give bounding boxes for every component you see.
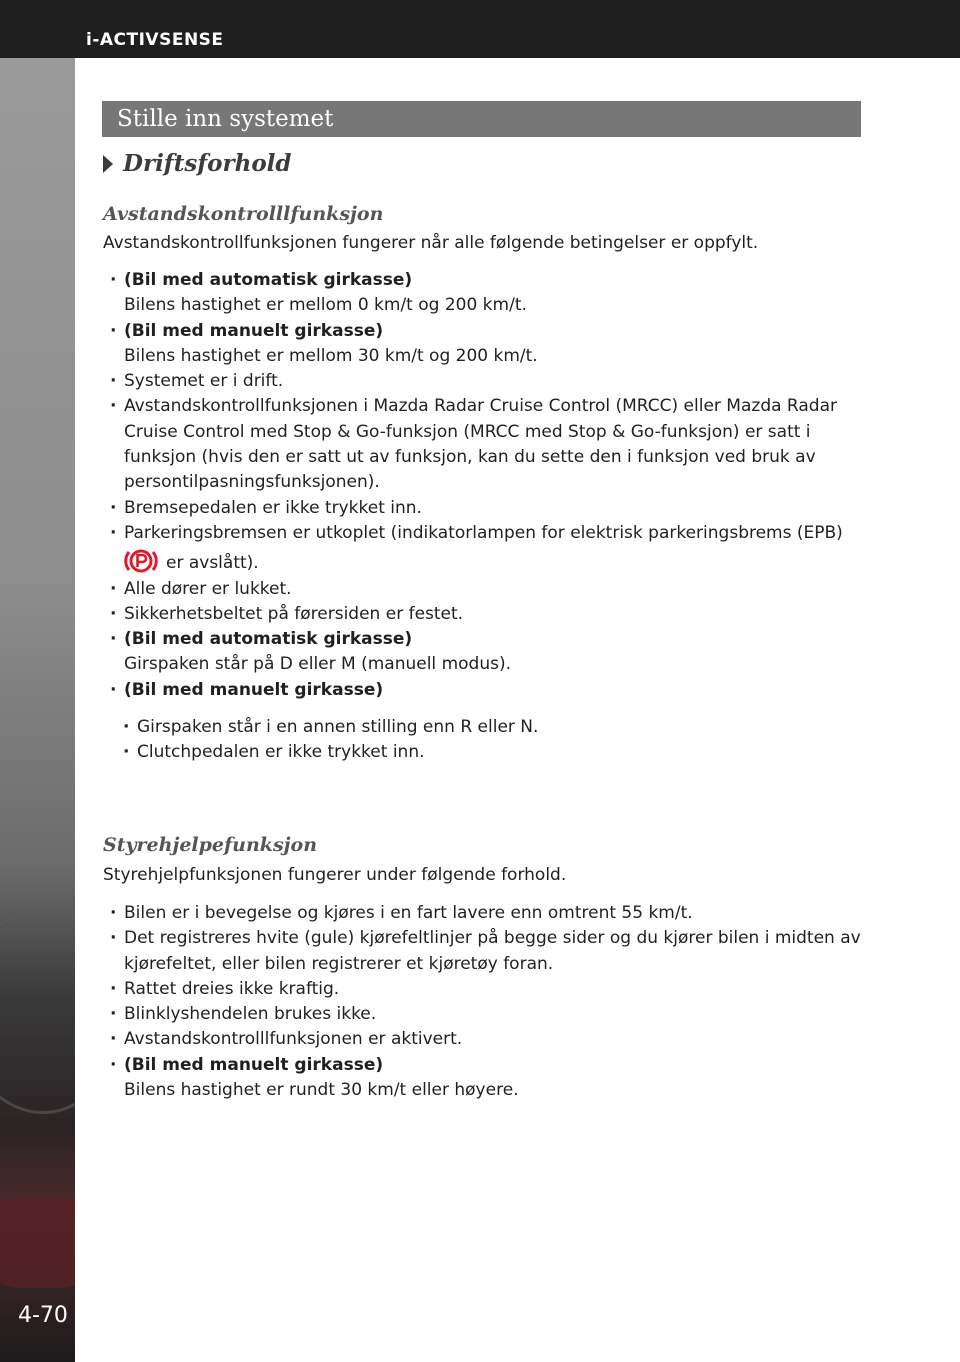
list-item bbox=[110, 926, 870, 977]
list-item bbox=[110, 496, 870, 521]
item-bold: · (Bil med automatisk girkasse) bbox=[124, 270, 413, 290]
subheading bbox=[103, 150, 292, 177]
manual-subconditions-list bbox=[123, 715, 863, 766]
list-item bbox=[123, 740, 863, 765]
item-text: Girspaken står på D eller M (manuell modus). bbox=[124, 654, 511, 675]
side-photo-strip bbox=[0, 58, 75, 1362]
header-bar bbox=[0, 0, 960, 58]
page-title: Stille inn systemet bbox=[117, 106, 334, 132]
item-bold: · (Bil med manuelt girkasse) bbox=[124, 679, 384, 700]
item-text: Bilens hastighet er rundt 30 km/t eller høyere. bbox=[124, 1080, 519, 1101]
triangle-marker-icon bbox=[103, 155, 113, 173]
item-text: Systemet er i drift. bbox=[124, 371, 284, 392]
section-title-bar bbox=[102, 101, 861, 137]
section-title: i-ACTIVSENSE bbox=[86, 30, 224, 50]
distance-intro: Avstandskontrollfunksjonen fungerer når alle følgende betingelser er oppfylt. bbox=[103, 233, 759, 253]
list-item bbox=[110, 521, 870, 577]
list-item bbox=[123, 715, 863, 740]
list-item bbox=[110, 901, 870, 926]
seat-photo bbox=[0, 1198, 75, 1288]
distance-conditions-list bbox=[110, 268, 870, 703]
list-item bbox=[110, 602, 870, 627]
list-item bbox=[110, 678, 870, 703]
steering-intro: Styrehjelpfunksjonen fungerer under følgende forhold. bbox=[103, 865, 567, 885]
item-text: Bilens hastighet er mellom 0 km/t og 200 km/t. bbox=[124, 295, 527, 316]
list-item bbox=[110, 394, 870, 495]
item-text: Det registreres hvite (gule) kjørefeltlinjer på begge sider og du kjører bilen i midten av kjørefeltet, eller bilen registrerer et kjøretøy foran. bbox=[124, 928, 861, 974]
item-text: Alle dører er lukket. bbox=[124, 578, 292, 599]
item-text: Girspaken står i en annen stilling enn R eller N. bbox=[137, 717, 539, 737]
list-item bbox=[110, 319, 870, 370]
item-text: Bilens hastighet er mellom 30 km/t og 200 km/t. bbox=[124, 345, 538, 366]
item-text: Bilen er i bevegelse og kjøres i en fart lavere enn omtrent 55 km/t. bbox=[124, 903, 693, 923]
item-text: Bremsepedalen er ikke trykket inn. bbox=[124, 497, 422, 518]
list-item bbox=[110, 627, 870, 678]
list-item bbox=[110, 977, 870, 1002]
item-bold: · (Bil med manuelt girkasse) bbox=[124, 320, 384, 341]
list-item bbox=[110, 268, 870, 319]
item-text: Avstandskontrolllfunksjonen er aktivert. bbox=[124, 1029, 463, 1050]
subheading-text: Driftsforhold bbox=[123, 150, 292, 177]
item-text: Sikkerhetsbeltet på førersiden er festet. bbox=[124, 603, 464, 624]
item-text: Blinklyshendelen brukes ikke. bbox=[124, 1004, 377, 1025]
steering-conditions-list bbox=[110, 901, 870, 1103]
epb-indicator-icon bbox=[124, 546, 158, 576]
steering-heading: Styrehjelpefunksjon bbox=[103, 834, 318, 856]
list-item bbox=[110, 1027, 870, 1052]
list-item bbox=[110, 1002, 870, 1027]
item-text: Clutchpedalen er ikke trykket inn. bbox=[137, 742, 425, 763]
item-text: Rattet dreies ikke kraftig. bbox=[124, 978, 340, 999]
dashboard-photo bbox=[0, 908, 75, 1114]
item-text: Parkeringsbremsen er utkoplet (indikatorlampen for elektrisk parkeringsbrems (EPB) bbox=[124, 522, 843, 543]
page-number: 4-70 bbox=[18, 1303, 68, 1328]
item-bold: · (Bil med manuelt girkasse) bbox=[124, 1054, 384, 1075]
list-item bbox=[110, 577, 870, 602]
item-text: Avstandskontrollfunksjonen i Mazda Radar Cruise Control (MRCC) eller Mazda Radar Cruise Control med Stop & Go-funksjon (MRCC med Stop & Go-funksjon) er satt i funksjon (hvis den er satt ut av funksjon, kan du sette den i funksjon ved bruk av persontilpasningsfunksjonen). bbox=[124, 396, 837, 493]
item-text-cont: er avslått). bbox=[166, 553, 259, 574]
list-item bbox=[110, 1053, 870, 1104]
distance-heading: Avstandskontrolllfunksjon bbox=[103, 203, 384, 225]
list-item bbox=[110, 369, 870, 394]
item-bold: · (Bil med automatisk girkasse) bbox=[124, 629, 413, 650]
